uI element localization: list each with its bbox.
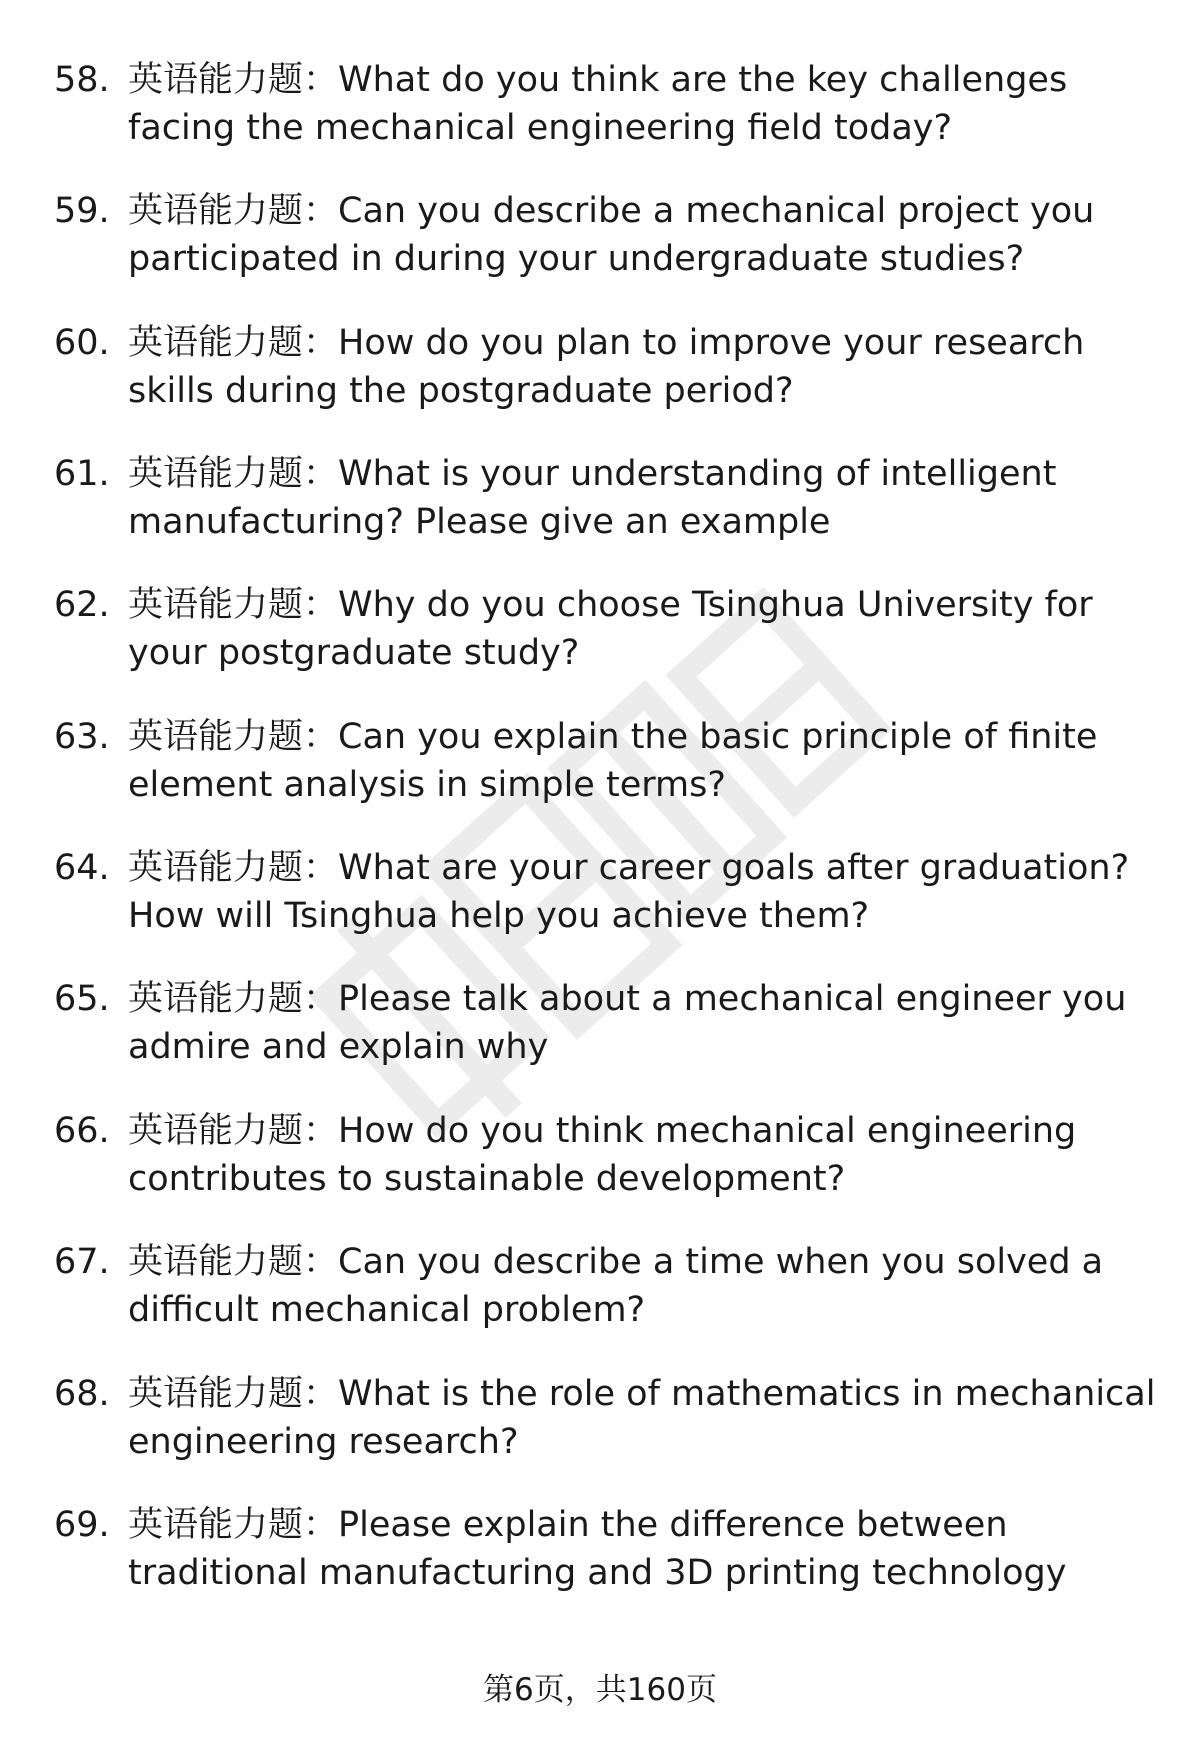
- question-line-2: difficult mechanical problem?: [128, 1290, 646, 1330]
- question-number: 63.: [54, 717, 110, 757]
- question-line-2: facing the mechanical engineering field today?: [128, 108, 953, 148]
- question-text: [128, 1238, 1138, 1334]
- question-tag: 英语能力题：: [128, 585, 339, 625]
- question-line-2: traditional manufacturing and 3D printing technology: [128, 1553, 1067, 1593]
- question-item: [0, 187, 1200, 297]
- question-tag: 英语能力题：: [128, 1505, 339, 1545]
- question-number: 67.: [54, 1242, 110, 1282]
- question-line-2: element analysis in simple terms?: [128, 765, 726, 805]
- question-line-2: skills during the postgraduate period?: [128, 371, 794, 411]
- question-item: [0, 1107, 1200, 1217]
- question-line-2: your postgraduate study?: [128, 633, 580, 673]
- question-line-2: How will Tsinghua help you achieve them?: [128, 896, 870, 936]
- question-text: [128, 1501, 1138, 1597]
- question-line-1: Please explain the difference between: [338, 1505, 1008, 1545]
- question-number: 68.: [54, 1374, 110, 1414]
- question-line-1: What do you think are the key challenges: [338, 60, 1068, 100]
- page-footer: 第6页，共160页: [483, 1672, 717, 1708]
- question-item: [0, 450, 1200, 560]
- question-tag: 英语能力题：: [128, 454, 339, 494]
- question-line-2: engineering research?: [128, 1422, 519, 1462]
- question-number: 65.: [54, 979, 110, 1019]
- question-line-2: admire and explain why: [128, 1027, 549, 1067]
- question-item: [0, 56, 1200, 166]
- question-text: [128, 581, 1138, 677]
- question-number: 64.: [54, 848, 110, 888]
- question-line-1: How do you plan to improve your research: [338, 323, 1085, 363]
- question-tag: 英语能力题：: [128, 191, 339, 231]
- question-number: 60.: [54, 323, 110, 363]
- question-text: [128, 1107, 1138, 1203]
- question-text: [128, 56, 1138, 152]
- question-line-1: Can you describe a time when you solved a: [338, 1242, 1104, 1282]
- question-text: [128, 319, 1138, 415]
- question-number: 69.: [54, 1505, 110, 1545]
- question-item: [0, 713, 1200, 823]
- question-line-2: manufacturing? Please give an example: [128, 502, 831, 542]
- question-text: [128, 1370, 1156, 1466]
- question-line-1: How do you think mechanical engineering: [338, 1111, 1077, 1151]
- question-item: [0, 319, 1200, 429]
- question-item: [0, 1370, 1200, 1480]
- question-tag: 英语能力题：: [128, 1374, 339, 1414]
- question-tag: 英语能力题：: [128, 979, 339, 1019]
- question-number: 58.: [54, 60, 110, 100]
- question-line-1: Why do you choose Tsinghua University for: [338, 585, 1093, 625]
- question-line-1: What is your understanding of intelligent: [338, 454, 1057, 494]
- question-text: [128, 450, 1138, 546]
- question-tag: 英语能力题：: [128, 323, 339, 363]
- question-number: 66.: [54, 1111, 110, 1151]
- question-text: [128, 713, 1138, 809]
- question-item: [0, 975, 1200, 1085]
- question-line-1: What is the role of mathematics in mechanical: [338, 1374, 1156, 1414]
- question-line-1: Please talk about a mechanical engineer you: [338, 979, 1127, 1019]
- question-tag: 英语能力题：: [128, 848, 339, 888]
- question-line-2: contributes to sustainable development?: [128, 1159, 846, 1199]
- question-number: 61.: [54, 454, 110, 494]
- question-line-1: What are your career goals after graduation?: [338, 848, 1130, 888]
- question-number: 59.: [54, 191, 110, 231]
- question-tag: 英语能力题：: [128, 60, 339, 100]
- question-text: [128, 844, 1138, 940]
- question-line-1: Can you explain the basic principle of finite: [338, 717, 1098, 757]
- question-item: [0, 1501, 1200, 1611]
- question-item: [0, 844, 1200, 954]
- question-tag: 英语能力题：: [128, 1111, 339, 1151]
- question-text: [128, 187, 1138, 283]
- question-tag: 英语能力题：: [128, 717, 339, 757]
- question-item: [0, 1238, 1200, 1348]
- question-line-2: participated in during your undergraduate studies?: [128, 239, 1025, 279]
- question-text: [128, 975, 1138, 1071]
- question-line-1: Can you describe a mechanical project you: [338, 191, 1095, 231]
- question-number: 62.: [54, 585, 110, 625]
- question-item: [0, 581, 1200, 691]
- question-tag: 英语能力题：: [128, 1242, 339, 1282]
